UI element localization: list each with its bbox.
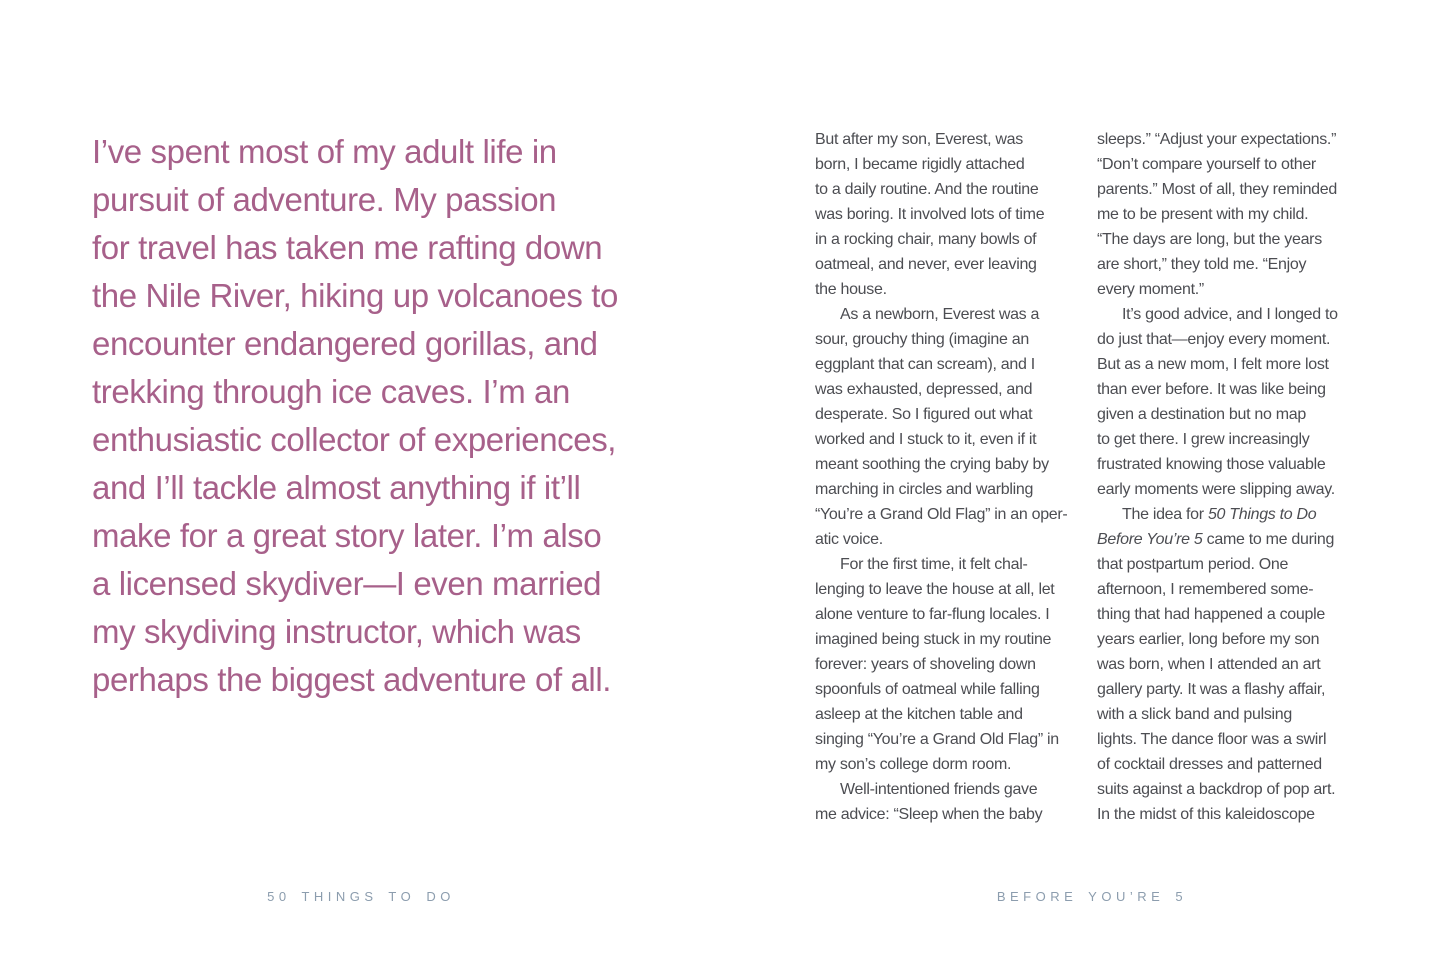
text-line — [815, 752, 1087, 777]
text-line — [92, 560, 708, 608]
text-segment: imagined being stuck in my routine — [815, 631, 1052, 648]
text-line — [1097, 302, 1369, 327]
text-line — [92, 176, 708, 224]
text-segment: for travel has taken me rafting down — [92, 229, 603, 266]
text-segment: to a daily routine. And the routine — [815, 181, 1039, 198]
text-line — [92, 416, 708, 464]
text-segment: that postpartum period. One — [1097, 556, 1289, 573]
text-line — [92, 464, 708, 512]
text-line — [92, 320, 708, 368]
text-line — [815, 377, 1087, 402]
text-segment: eggplant that can scream), and I — [815, 356, 1035, 373]
text-segment: every moment.” — [1097, 281, 1204, 298]
text-line — [1097, 752, 1369, 777]
right-page — [722, 0, 1445, 963]
text-line — [815, 677, 1087, 702]
text-segment: of cocktail dresses and patterned — [1097, 756, 1322, 773]
text-segment: my son’s college dorm room. — [815, 756, 1012, 773]
text-line — [815, 177, 1087, 202]
text-line — [92, 656, 708, 704]
text-segment: given a destination but no map — [1097, 406, 1306, 423]
text-line — [92, 512, 708, 560]
text-line — [92, 224, 708, 272]
text-line — [815, 127, 1087, 152]
text-segment: I’ve spent most of my adult life in — [92, 133, 557, 170]
text-line — [1097, 777, 1369, 802]
text-line — [92, 608, 708, 656]
text-line — [815, 402, 1087, 427]
text-line — [1097, 202, 1369, 227]
text-line — [1097, 277, 1369, 302]
text-segment: lights. The dance floor was a swirl — [1097, 731, 1327, 748]
text-line — [1097, 427, 1369, 452]
text-segment: early moments were slipping away. — [1097, 481, 1335, 498]
text-line — [1097, 477, 1369, 502]
text-segment: The idea for — [1122, 506, 1208, 523]
text-line — [815, 527, 1087, 552]
text-line — [815, 352, 1087, 377]
text-segment: marching in circles and warbling — [815, 481, 1034, 498]
left-running-footer: 50 THINGS TO DO — [267, 889, 455, 904]
pull-quote — [92, 128, 708, 704]
text-segment: trekking through ice caves. I’m an — [92, 373, 570, 410]
right-running-footer: BEFORE YOU’RE 5 — [996, 889, 1188, 904]
text-line — [815, 802, 1087, 827]
text-segment: lenging to leave the house at all, let — [815, 581, 1055, 598]
text-segment: It’s good advice, and I longed to — [1122, 306, 1338, 323]
text-segment: worked and I stuck to it, even if it — [815, 431, 1037, 448]
text-segment: a licensed skydiver—I even married — [92, 565, 602, 602]
text-line — [1097, 452, 1369, 477]
text-line — [815, 777, 1087, 802]
text-line — [815, 552, 1087, 577]
text-line — [1097, 352, 1369, 377]
text-line — [815, 602, 1087, 627]
text-segment: was exhausted, depressed, and — [815, 381, 1033, 398]
text-segment: thing that had happened a couple — [1097, 606, 1325, 623]
italic-text-segment: 50 Things to Do — [1207, 506, 1317, 523]
text-segment: For the first time, it felt chal- — [840, 556, 1028, 573]
text-segment: “The days are long, but the years — [1097, 231, 1322, 248]
text-segment: than ever before. It was like being — [1097, 381, 1326, 398]
text-line — [1097, 802, 1369, 827]
text-line — [815, 252, 1087, 277]
text-segment: asleep at the kitchen table and — [815, 706, 1023, 723]
text-line — [1097, 127, 1369, 152]
left-page — [0, 0, 722, 963]
text-segment: alone venture to far-flung locales. I — [815, 606, 1050, 623]
text-segment: sleeps.” “Adjust your expectations.” — [1097, 131, 1337, 148]
text-segment: me to be present with my child. — [1097, 206, 1309, 223]
text-segment: was born, when I attended an art — [1097, 656, 1321, 673]
text-segment: In the midst of this kaleidoscope — [1097, 806, 1315, 823]
text-line — [1097, 177, 1369, 202]
text-line — [92, 272, 708, 320]
text-segment: frustrated knowing those valuable — [1097, 456, 1326, 473]
text-line — [815, 627, 1087, 652]
text-line — [1097, 152, 1369, 177]
text-line — [815, 727, 1087, 752]
text-line — [1097, 627, 1369, 652]
text-segment: encounter endangered gorillas, and — [92, 325, 598, 362]
text-segment: “Don’t compare yourself to other — [1097, 156, 1316, 173]
text-segment: forever: years of shoveling down — [815, 656, 1036, 673]
text-segment: enthusiastic collector of experiences, — [92, 421, 617, 458]
text-segment: in a rocking chair, many bowls of — [815, 231, 1037, 248]
text-segment: oatmeal, and never, ever leaving — [815, 256, 1037, 273]
text-segment: are short,” they told me. “Enjoy — [1097, 256, 1307, 273]
text-segment: the Nile River, hiking up volcanoes to — [92, 277, 618, 314]
text-segment: singing “You’re a Grand Old Flag” in — [815, 731, 1059, 748]
text-line — [1097, 402, 1369, 427]
text-line — [1097, 702, 1369, 727]
text-segment: As a newborn, Everest was a — [840, 306, 1040, 323]
text-line — [92, 128, 708, 176]
text-segment: the house. — [815, 281, 887, 298]
text-line — [1097, 577, 1369, 602]
text-segment: atic voice. — [815, 531, 883, 548]
text-line — [815, 227, 1087, 252]
text-line — [815, 277, 1087, 302]
italic-text-segment: Before You’re 5 — [1097, 531, 1203, 548]
text-line — [815, 502, 1087, 527]
text-segment: sour, grouchy thing (imagine an — [815, 331, 1029, 348]
text-line — [815, 152, 1087, 177]
text-line — [815, 577, 1087, 602]
text-segment: came to me during — [1202, 531, 1335, 548]
text-segment: pursuit of adventure. My passion — [92, 181, 557, 218]
text-segment: my skydiving instructor, which was — [92, 613, 581, 650]
text-segment: make for a great story later. I’m also — [92, 517, 602, 554]
text-segment: meant soothing the crying baby by — [815, 456, 1049, 473]
text-segment: afternoon, I remembered some- — [1097, 581, 1314, 598]
text-line — [1097, 652, 1369, 677]
text-line — [1097, 602, 1369, 627]
text-segment: to get there. I grew increasingly — [1097, 431, 1310, 448]
text-segment: Well-intentioned friends gave — [840, 781, 1038, 798]
text-segment: and I’ll tackle almost anything if it’ll — [92, 469, 581, 506]
text-segment: me advice: “Sleep when the baby — [815, 806, 1043, 823]
text-line — [1097, 727, 1369, 752]
text-line — [815, 702, 1087, 727]
text-segment: But as a new mom, I felt more lost — [1097, 356, 1329, 373]
text-segment: born, I became rigidly attached — [815, 156, 1025, 173]
text-segment: But after my son, Everest, was — [815, 131, 1023, 148]
text-line — [815, 452, 1087, 477]
text-segment: spoonfuls of oatmeal while falling — [815, 681, 1040, 698]
text-line — [1097, 252, 1369, 277]
text-line — [1097, 502, 1369, 527]
text-line — [815, 427, 1087, 452]
text-line — [815, 327, 1087, 352]
text-line — [1097, 552, 1369, 577]
text-line — [815, 302, 1087, 327]
text-segment: do just that—enjoy every moment. — [1097, 331, 1331, 348]
text-line — [815, 202, 1087, 227]
body-text-column-2 — [1097, 127, 1369, 827]
text-segment: parents.” Most of all, they reminded — [1097, 181, 1337, 198]
text-segment: was boring. It involved lots of time — [815, 206, 1045, 223]
text-line — [1097, 677, 1369, 702]
text-line — [815, 477, 1087, 502]
text-segment: gallery party. It was a flashy affair, — [1097, 681, 1326, 698]
text-line — [1097, 377, 1369, 402]
text-line — [1097, 527, 1369, 552]
text-segment: perhaps the biggest adventure of all. — [92, 661, 612, 698]
text-segment: desperate. So I figured out what — [815, 406, 1033, 423]
text-line — [1097, 327, 1369, 352]
text-line — [92, 368, 708, 416]
text-segment: suits against a backdrop of pop art. — [1097, 781, 1336, 798]
text-segment: “You’re a Grand Old Flag” in an oper- — [815, 506, 1068, 523]
body-text-column-1 — [815, 127, 1087, 827]
text-segment: with a slick band and pulsing — [1097, 706, 1292, 723]
text-line — [815, 652, 1087, 677]
text-segment: years earlier, long before my son — [1097, 631, 1320, 648]
text-line — [1097, 227, 1369, 252]
